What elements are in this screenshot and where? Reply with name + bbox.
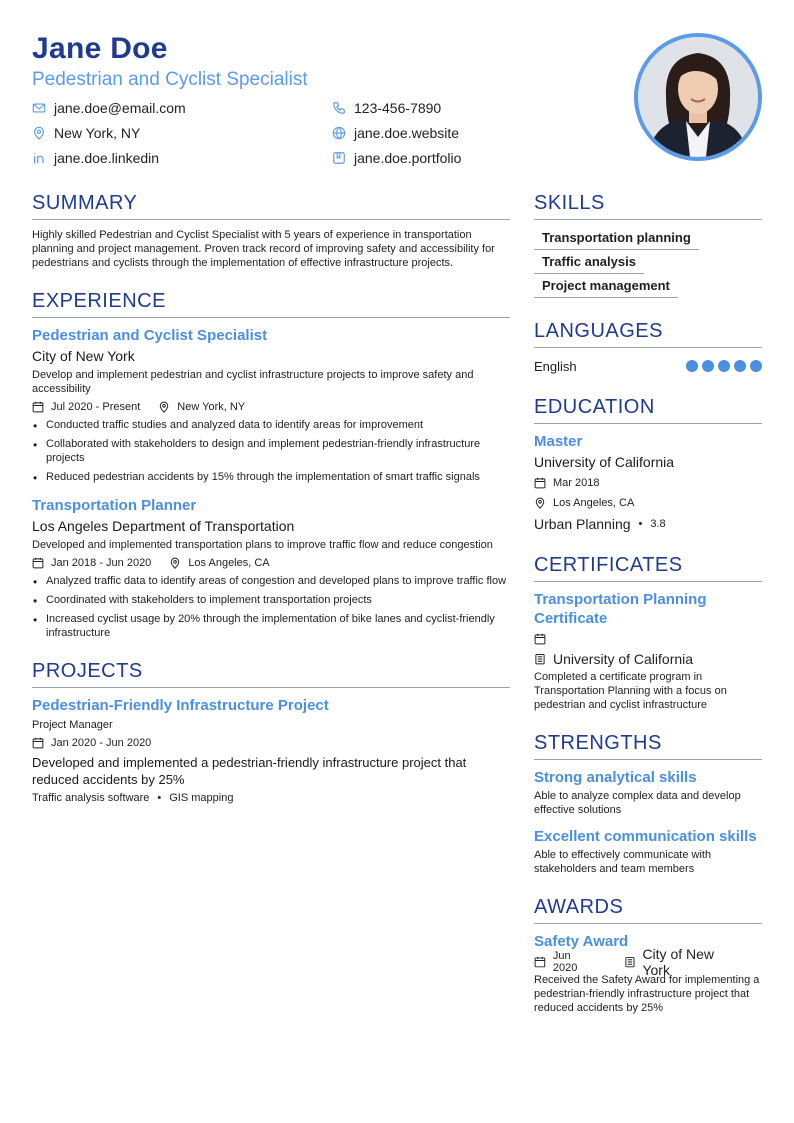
job-dates [32,401,140,413]
location-pin-icon [158,401,170,413]
location-text: New York, NY [54,125,141,141]
education-school: University of California [534,454,675,470]
project-dates [32,737,151,749]
award-desc: Received the Safety Award for implementing a pedestrian-friendly infrastructure project that reduced accidents by 25% [534,974,760,1014]
location-pin-icon [169,557,181,569]
certificates-heading: CERTIFICATES [534,552,762,582]
contact-location [32,123,332,143]
skill-tag: Transportation planning [534,228,699,250]
job-role: Pedestrian and Cyclist Specialist [32,327,268,344]
level-dot [686,360,698,372]
candidate-name: Jane Doe [32,32,168,65]
job-role: Transportation Planner [32,497,197,514]
skills-list [534,228,762,300]
separator-dot: • [638,518,643,530]
job-bullets [32,574,510,640]
project-dates-text: Jan 2020 - Jun 2020 [51,737,152,749]
contact-email[interactable] [32,98,332,118]
strength-title: Excellent communication skills [534,828,757,845]
website-text: jane.doe.website [354,125,460,141]
list-item: • Coordinated with stakeholders to implement transportation projects [32,593,510,607]
projects-section [32,658,510,804]
skill-tag: Project management [534,276,678,298]
phone-icon [332,101,346,115]
profile-photo [634,33,762,161]
summary-text: Highly skilled Pedestrian and Cyclist Specialist with 5 years of experience in transportation planning and project management. Proven track record of improving safety and accessibility for pedestrians and cyclists through the implementation of effective infrastructure projects. [32,229,495,269]
award-issuer-text: City of New York [642,946,715,978]
certificate-issuer: University of California [553,651,694,667]
language-name: English [534,358,577,374]
project-tag: GIS mapping [169,792,234,804]
portfolio-icon [332,151,346,165]
job-dates [32,557,151,569]
job-desc: Develop and implement pedestrian and cyclist infrastructure projects to improve safety and accessibility [32,369,474,395]
strength-item [534,827,762,876]
summary-section [32,190,510,270]
email-text: jane.doe@email.com [54,100,186,116]
contact-phone[interactable] [332,98,632,118]
job-location-text: Los Angeles, CA [188,557,270,569]
phone-text: 123-456-7890 [354,100,442,116]
languages-heading: LANGUAGES [534,318,762,348]
level-dot [702,360,714,372]
contact-linkedin[interactable] [32,148,332,168]
list-item: • Collaborated with stakeholders to design and implement pedestrian-friendly infrastructure projects [32,437,510,465]
linkedin-icon [32,151,46,165]
list-item: • Analyzed traffic data to identify areas of congestion and developed plans to improve traffic flow [32,574,510,588]
experience-heading: EXPERIENCE [32,288,510,318]
certificates-section [534,552,762,712]
strengths-heading: STRENGTHS [534,730,762,760]
list-item: • Reduced pedestrian accidents by 15% through the implementation of smart traffic signals [32,470,510,484]
right-column [534,190,762,1033]
job-meta [32,554,510,572]
project-role: Project Manager [32,719,113,731]
experience-item [32,496,510,640]
experience-item [32,326,510,484]
certificate-date-row [534,630,762,648]
calendar-icon [534,477,546,489]
summary-heading: SUMMARY [32,190,510,220]
email-icon [32,101,46,115]
awards-heading: AWARDS [534,894,762,924]
project-title: Pedestrian-Friendly Infrastructure Project [32,697,329,714]
award-meta [534,946,762,978]
level-dot [750,360,762,372]
calendar-icon [534,956,546,968]
education-field-row [534,514,762,534]
languages-section [534,318,762,376]
candidate-title: Pedestrian and Cyclist Specialist [32,69,308,90]
list-item: • Increased cyclist usage by 20% through the implementation of bike lanes and cyclist-friendly infrastructure [32,612,510,640]
job-bullets [32,418,510,484]
strength-title: Strong analytical skills [534,769,697,786]
language-item [534,356,762,376]
job-location [169,557,269,569]
education-dates [534,474,762,492]
resume-header [32,30,632,168]
contact-portfolio[interactable] [332,148,632,168]
contact-website[interactable] [332,123,632,143]
language-level-dots [686,360,762,372]
award-date [534,950,598,974]
job-location-text: New York, NY [177,401,246,413]
job-dates-text: Jan 2018 - Jun 2020 [51,557,152,569]
education-gpa: 3.8 [650,518,666,530]
project-meta [32,734,510,752]
projects-heading: PROJECTS [32,658,510,688]
location-pin-icon [534,497,546,509]
calendar-icon [534,633,546,645]
strengths-section [534,730,762,876]
education-location-text: Los Angeles, CA [553,497,635,509]
awards-section [534,894,762,1015]
skills-section [534,190,762,300]
project-tags [32,792,510,804]
calendar-icon [32,401,44,413]
portfolio-text: jane.doe.portfolio [354,150,462,166]
job-meta [32,398,510,416]
certificate-issuer-row [534,650,762,668]
linkedin-text: jane.doe.linkedin [54,150,160,166]
strength-desc: Able to effectively communicate with stakeholders and team members [534,849,712,875]
education-heading: EDUCATION [534,394,762,424]
list-item: • Conducted traffic studies and analyzed data to identify areas for improvement [32,418,510,432]
project-tag: Traffic analysis software [32,792,150,804]
institution-icon [534,653,546,665]
certificate-desc: Completed a certificate program in Transportation Planning with a focus on pedestrian and cyclist infrastructure [534,671,727,711]
contact-list [32,98,632,168]
level-dot [718,360,730,372]
separator-dot: • [157,792,162,804]
strength-item [534,768,762,817]
calendar-icon [32,557,44,569]
globe-icon [332,126,346,140]
award-title: Safety Award [534,933,629,950]
project-desc: Developed and implemented a pedestrian-friendly infrastructure project that reduced accidents by 25% [32,755,467,787]
left-column [32,190,510,822]
education-location [534,494,762,512]
education-section [534,394,762,534]
institution-icon [624,956,636,968]
certificate-title: Transportation Planning Certificate [534,591,707,627]
skill-tag: Traffic analysis [534,252,644,274]
education-field: Urban Planning [534,516,631,532]
skills-heading: SKILLS [534,190,762,220]
job-dates-text: Jul 2020 - Present [51,401,141,413]
experience-section [32,288,510,640]
education-degree: Master [534,433,583,450]
job-org: City of New York [32,348,135,364]
calendar-icon [32,737,44,749]
level-dot [734,360,746,372]
job-org: Los Angeles Department of Transportation [32,518,295,534]
education-dates-text: Mar 2018 [553,477,600,489]
job-location [158,401,245,413]
location-pin-icon [32,126,46,140]
award-date-text: Jun 2020 [552,950,578,974]
job-desc: Developed and implemented transportation plans to improve traffic flow and reduce congestion [32,539,493,551]
strength-desc: Able to analyze complex data and develop effective solutions [534,790,741,816]
